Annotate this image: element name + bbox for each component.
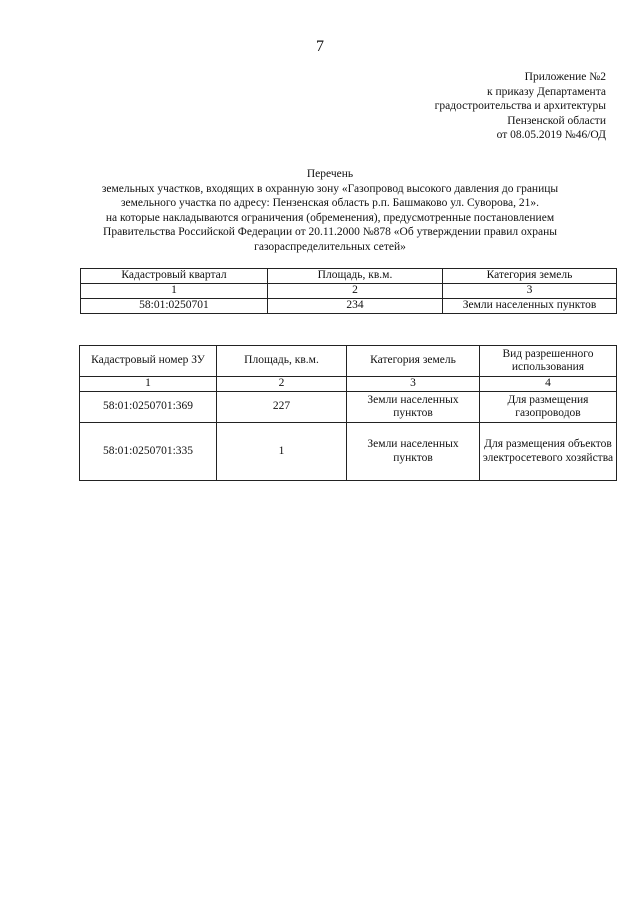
table-cell: 3 [443, 284, 617, 299]
table-header-cell: Категория земель [347, 346, 480, 377]
table-cell: 1 [217, 423, 347, 481]
table-cell: Для размещения газопроводов [480, 392, 617, 423]
title-line: земельного участка по адресу: Пензенская область р.п. Башмаково ул. Суворова, 21». [120, 197, 540, 209]
table-cell: 4 [480, 377, 617, 392]
table-row [81, 299, 617, 314]
table-row [80, 423, 617, 481]
table-cell: Земли населенных пунктов [347, 392, 480, 423]
table-index-row [81, 284, 617, 299]
table-cell: 2 [217, 377, 347, 392]
land-plots-table [79, 345, 617, 481]
table-header-cell: Вид разрешенного использования [480, 346, 617, 377]
table-cell: Для размещения объектов электросетевого хозяйства [480, 423, 617, 481]
title-line: газораспределительных сетей» [254, 240, 406, 253]
table-header-row [80, 346, 617, 377]
table-cell: 3 [347, 377, 480, 392]
table-cell: 58:01:0250701 [81, 299, 268, 314]
appendix-line: от 08.05.2019 №46/ОД [496, 129, 606, 141]
table-index-row [80, 377, 617, 392]
table-header-cell: Категория земель [443, 269, 617, 284]
table-header-cell: Площадь, кв.м. [268, 269, 443, 284]
title-line: на которые накладываются ограничения (обременения), предусмотренные постановлением [105, 211, 555, 224]
document-title [60, 167, 600, 254]
title-line: земельных участков, входящих в охранную зону «Газопровод высокого давления до границы [101, 182, 559, 195]
appendix-line: Приложение №2 [524, 71, 606, 83]
table-cell: 58:01:0250701:335 [80, 423, 217, 481]
table-cell: 58:01:0250701:369 [80, 392, 217, 423]
page-number: 7 [316, 38, 324, 55]
appendix-line: к приказу Департамента [487, 85, 606, 98]
table-header-cell: Площадь, кв.м. [217, 346, 347, 377]
table-row [80, 392, 617, 423]
table-header-cell: Кадастровый квартал [81, 269, 268, 284]
appendix-line: Пензенской области [507, 114, 606, 127]
table-cell: Земли населенных пунктов [443, 299, 617, 314]
table-cell: 1 [81, 284, 268, 299]
cadastral-quarter-table [80, 268, 617, 314]
table-header-row [81, 269, 617, 284]
table-cell: 227 [217, 392, 347, 423]
title-line: Правительства Российской Федерации от 20.11.2000 №878 «Об утверждении правил охраны [103, 226, 557, 238]
table-cell: 2 [268, 284, 443, 299]
title-line: Перечень [306, 168, 354, 180]
table-cell: 1 [80, 377, 217, 392]
table-cell: 234 [268, 299, 443, 314]
table-header-cell: Кадастровый номер ЗУ [80, 346, 217, 377]
table-cell: Земли населенных пунктов [347, 423, 480, 481]
appendix-header [306, 70, 606, 143]
appendix-line: градостроительства и архитектуры [434, 100, 606, 112]
